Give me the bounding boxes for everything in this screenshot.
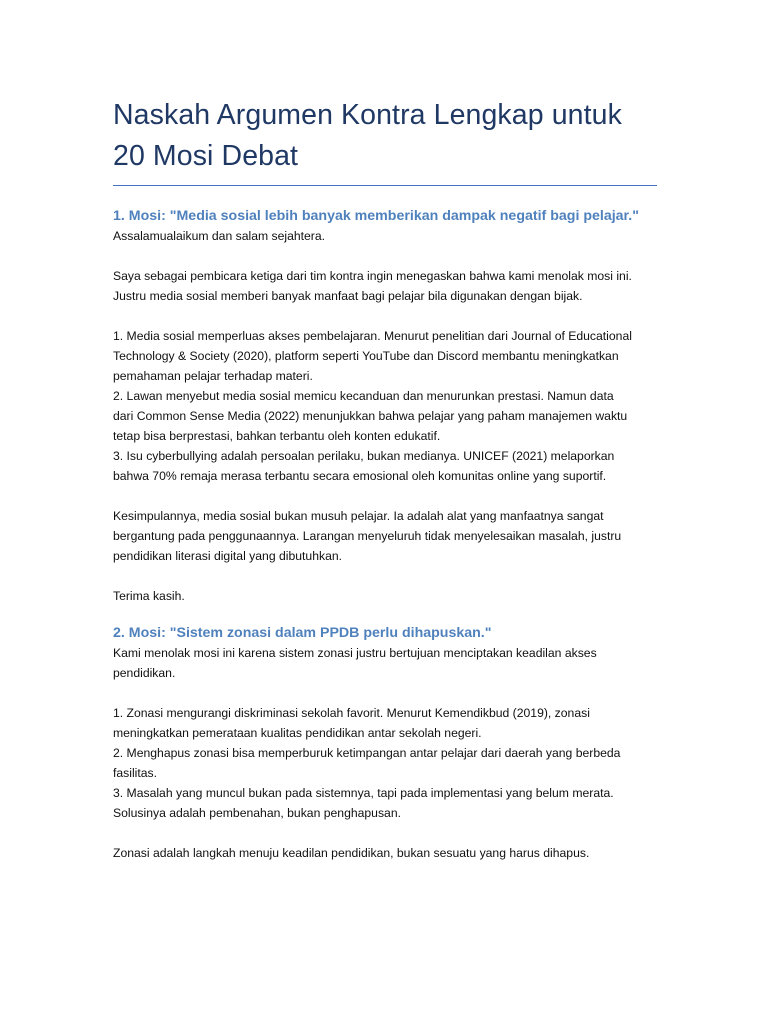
argument-point: 3. Isu cyberbullying adalah persoalan perilaku, bukan medianya. UNICEF (2021) melaporkan bahwa 70% remaja merasa terbantu secara emosional oleh komunitas online yang suportif. (113, 449, 615, 483)
closing-paragraph: Terima kasih. (113, 589, 185, 603)
intro-paragraph: Saya sebagai pembicara ketiga dari tim kontra ingin menegaskan bahwa kami menolak mosi ini. Justru media sosial memberi banyak manfaat bagi pelajar bila digunakan dengan bijak. (113, 269, 632, 303)
argument-point: 2. Lawan menyebut media sosial memicu kecanduan dan menurunkan prestasi. Namun data dari Common Sense Media (2022) menunjukkan bahwa pelajar yang paham manajemen waktu tetap bisa berprestasi, bahkan terbantu oleh konten edukatif. (113, 389, 628, 443)
argument-point: 1. Media sosial memperluas akses pembelajaran. Menurut penelitian dari Journal of Educational Technology & Society (2020), platform seperti YouTube dan Discord membantu meningkatkan pemahaman pelajar terhadap materi. (113, 329, 632, 383)
section-mosi-1 (113, 206, 657, 606)
document-page (113, 95, 657, 863)
document-title: Naskah Argumen Kontra Lengkap untuk 20 Mosi Debat (113, 95, 657, 186)
section-heading: 1. Mosi: "Media sosial lebih banyak memberikan dampak negatif bagi pelajar." (113, 208, 639, 224)
section-mosi-2 (113, 623, 657, 863)
greeting-paragraph: Assalamualaikum dan salam sejahtera. (113, 229, 326, 243)
conclusion-paragraph: Kesimpulannya, media sosial bukan musuh pelajar. Ia adalah alat yang manfaatnya sangat bergantung pada penggunaannya. Larangan menyeluruh tidak menyelesaikan masalah, justru pendidikan literasi digital yang dibutuhkan. (113, 509, 622, 563)
intro-paragraph: Kami menolak mosi ini karena sistem zonasi justru bertujuan menciptakan keadilan akses pendidikan. (113, 646, 597, 680)
section-heading: 2. Mosi: "Sistem zonasi dalam PPDB perlu dihapuskan." (113, 625, 492, 641)
argument-point: 1. Zonasi mengurangi diskriminasi sekolah favorit. Menurut Kemendikbud (2019), zonasi meningkatkan pemerataan kualitas pendidikan antar sekolah negeri. (113, 706, 590, 740)
argument-point: 3. Masalah yang muncul bukan pada sistemnya, tapi pada implementasi yang belum merata. Solusinya adalah pembenahan, bukan penghapusan. (113, 786, 614, 820)
conclusion-paragraph: Zonasi adalah langkah menuju keadilan pendidikan, bukan sesuatu yang harus dihapus. (113, 846, 590, 860)
argument-point: 2. Menghapus zonasi bisa memperburuk ketimpangan antar pelajar dari daerah yang berbeda fasilitas. (113, 746, 621, 780)
